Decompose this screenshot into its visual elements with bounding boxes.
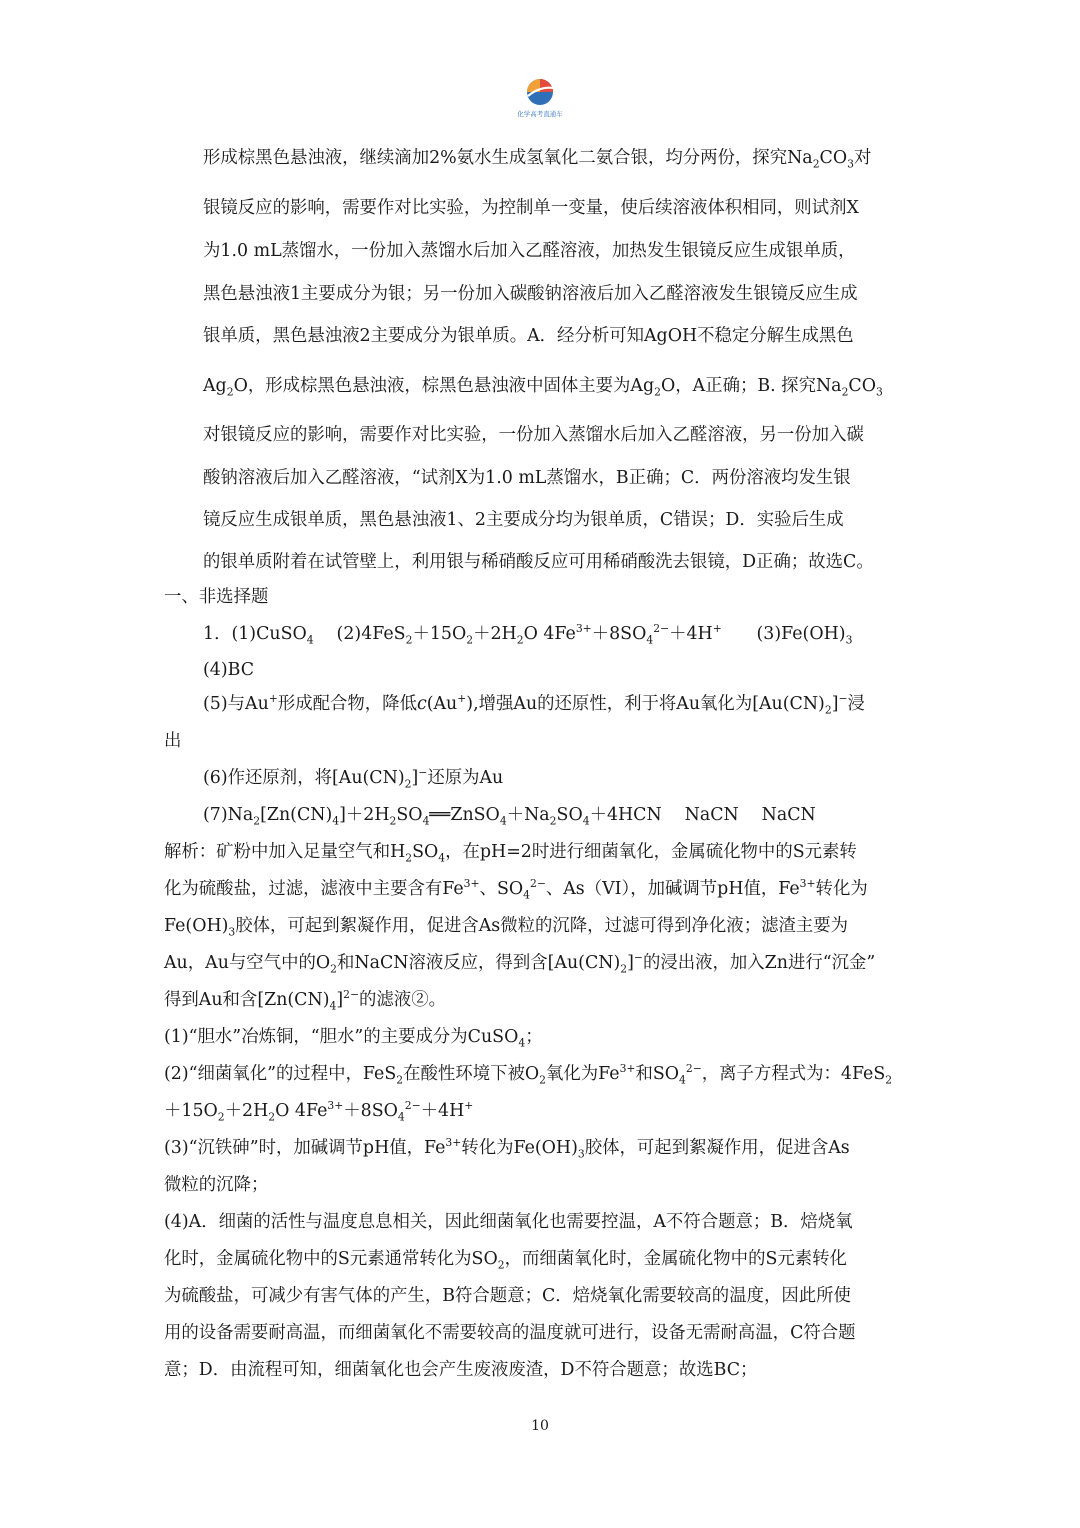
- text-segment: 用的设备需要耐高温，而细菌氧化不需要较高的温度就可进行，设备无需耐高温，C符合题: [164, 1323, 856, 1343]
- text-segment: 胶体，可起到絮凝作用，促进含As微粒的沉降，过滤可得到净化液；滤渣主要为: [235, 916, 849, 936]
- text-segment: 4: [646, 633, 654, 647]
- text-segment: 2: [405, 851, 413, 865]
- text-segment: CO: [819, 148, 848, 168]
- text-segment: 2: [497, 1258, 505, 1272]
- text-segment: (2)“细菌氧化”的过程中，FeS: [164, 1064, 397, 1084]
- text-segment: 2: [396, 1073, 404, 1087]
- text-segment: 黑色悬浊液1主要成分为银；另一份加入碳酸钠溶液后加入乙醛溶液发生银镜反应生成: [203, 284, 858, 304]
- text-segment: 2: [539, 1073, 546, 1087]
- text-segment: 3+: [327, 1099, 344, 1113]
- text-segment: SO: [412, 842, 439, 862]
- text-segment: 1．(1)CuSO: [203, 624, 307, 644]
- text-line: [203, 239, 856, 263]
- text-line: [203, 466, 851, 490]
- text-line: [164, 1284, 851, 1308]
- text-segment: 2: [389, 814, 397, 828]
- text-segment: 的银单质附着在试管壁上，利用银与稀硝酸反应可用稀硝酸洗去银镜，D正确；故选C。: [203, 552, 874, 572]
- text-segment: ＋8SO: [343, 1101, 398, 1121]
- text-segment: ，而细菌氧化时，金属硫化物中的S元素转化: [504, 1249, 847, 1269]
- text-line: [164, 1173, 268, 1197]
- text-line: [164, 1062, 892, 1086]
- text-line: [203, 803, 816, 827]
- text-segment: 化时，金属硫化物中的S元素通常转化为SO: [164, 1249, 498, 1269]
- text-line: [203, 550, 874, 574]
- text-segment: 的浸出液，加入Zn进行“沉金”: [642, 953, 876, 973]
- text-segment: 2−: [343, 988, 360, 1002]
- text-segment: 3: [845, 633, 853, 647]
- text-segment: 3+: [619, 1062, 636, 1076]
- text-segment: (6)作还原剂，将[Au(CN): [203, 768, 405, 788]
- text-segment: 3: [876, 385, 883, 399]
- text-segment: 还原为Au: [427, 768, 504, 788]
- text-segment: 2−: [404, 1099, 421, 1113]
- text-segment: 意；D．由流程可知，细菌氧化也会产生废液废渣，D不符合题意；故选BC；: [164, 1360, 758, 1380]
- text-segment: ＋15O: [164, 1101, 218, 1121]
- text-segment: 2: [330, 962, 337, 976]
- text-segment: −: [838, 692, 848, 706]
- text-segment: O 4Fe: [275, 1101, 328, 1121]
- text-segment: ]: [831, 694, 839, 714]
- text-segment: 2: [253, 814, 261, 828]
- text-segment: (4)A．细菌的活性与温度息息相关，因此细菌氧化也需要控温，A不符合题意；B．焙烧氧: [164, 1212, 853, 1232]
- text-segment: Au，Au与空气中的O: [164, 953, 331, 973]
- text-segment: 一、非选择题: [164, 587, 269, 607]
- text-segment: 形成配合物，降低: [277, 694, 417, 714]
- text-segment: 胶体，可起到絮凝作用，促进含As: [584, 1138, 850, 1158]
- text-segment: −: [418, 766, 428, 780]
- text-line: [203, 692, 865, 716]
- logo: [508, 72, 572, 124]
- text-segment: 浸: [847, 694, 865, 714]
- text-line: [164, 1358, 757, 1382]
- text-segment: ＋Na: [506, 805, 550, 825]
- text-segment: 4: [499, 814, 507, 828]
- text-line: [164, 988, 446, 1012]
- text-segment: +: [457, 692, 467, 706]
- text-segment: 2: [824, 703, 832, 717]
- text-segment: Fe(OH): [164, 916, 229, 936]
- text-segment: 4: [523, 888, 530, 902]
- text-line: [164, 729, 181, 753]
- text-segment: 为硫酸盐，可减少有害气体的产生，B符合题意；C．焙烧氧化需要较高的温度，因此所使: [164, 1286, 851, 1306]
- text-segment: 银单质，黑色悬浊液2主要成分为银单质。A．经分析可知AgOH不稳定分解生成黑色: [203, 326, 854, 346]
- text-line: [164, 877, 868, 901]
- text-segment: 3: [228, 925, 236, 939]
- text-segment: 2−: [653, 622, 670, 636]
- text-segment: (1)“胆水”冶炼铜，“胆水”的主要成分为CuSO: [164, 1027, 519, 1047]
- text-segment: ＋2H: [473, 624, 517, 644]
- text-segment: CO: [848, 376, 876, 396]
- text-segment: 4: [306, 633, 314, 647]
- text-segment: SO: [396, 805, 423, 825]
- text-segment: −: [633, 951, 643, 965]
- text-segment: 3: [847, 157, 854, 171]
- text-segment: 2: [549, 814, 557, 828]
- text-segment: (4)BC: [203, 660, 255, 680]
- text-segment: Ag: [203, 376, 227, 396]
- text-segment: 的滤液②。: [359, 990, 446, 1010]
- text-line: [164, 1247, 847, 1271]
- text-segment: 2: [654, 385, 661, 399]
- text-segment: 对: [853, 148, 872, 168]
- text-line: [164, 914, 848, 938]
- text-segment: ＋4HCN NaCN NaCN: [589, 805, 816, 825]
- text-segment: 转化为: [815, 879, 868, 899]
- text-segment: 得到Au和含[Zn(CN): [164, 990, 330, 1010]
- text-line: [203, 766, 503, 790]
- text-segment: 2: [405, 633, 413, 647]
- text-segment: 4: [422, 814, 430, 828]
- text-segment: ＋2H: [224, 1101, 269, 1121]
- text-line: [164, 1321, 856, 1345]
- text-segment: O，形成棕黑色悬浊液，棕黑色悬浊液中固体主要为Ag: [233, 376, 655, 396]
- text-line: [203, 324, 854, 348]
- text-segment: O 4Fe: [523, 624, 576, 644]
- text-line: [164, 840, 857, 864]
- text-segment: ＋15O: [412, 624, 467, 644]
- text-segment: 4: [329, 999, 337, 1013]
- text-segment: ]: [336, 990, 344, 1010]
- text-segment: 4: [518, 1036, 526, 1050]
- text-line: [164, 951, 875, 975]
- text-segment: 3+: [463, 877, 480, 891]
- text-segment: 为1.0 mL蒸馏水，一份加入蒸馏水后加入乙醛溶液，加热发生银镜反应生成银单质，: [203, 241, 856, 261]
- text-segment: SO: [556, 805, 583, 825]
- text-segment: 和NaCN溶液反应，得到含[Au(CN): [336, 953, 621, 973]
- text-segment: 镜反应生成银单质，黑色悬浊液1、2主要成分均为银单质，C错误；D．实验后生成: [203, 510, 844, 530]
- text-segment: 化为硫酸盐，过滤，滤液中主要含有Fe: [164, 879, 464, 899]
- text-segment: 形成棕黑色悬浊液，继续滴加2%氨水生成氢氧化二氨合银，均分两份，探究Na: [203, 148, 813, 168]
- text-segment: 2: [404, 777, 412, 791]
- text-segment: 3+: [445, 1136, 462, 1150]
- text-segment: 转化为Fe(OH): [461, 1138, 578, 1158]
- text-line: [164, 585, 268, 609]
- text-segment: [Zn(CN): [260, 805, 333, 825]
- text-line: [164, 1099, 473, 1123]
- text-segment: ]＋2H: [339, 805, 390, 825]
- text-segment: 2: [268, 1110, 276, 1124]
- text-line: [203, 508, 844, 532]
- text-segment: 出: [164, 731, 182, 751]
- text-segment: (2)4FeS: [313, 624, 406, 644]
- text-line: [203, 423, 864, 447]
- text-segment: 4: [582, 814, 590, 828]
- text-line: [203, 282, 858, 306]
- text-line: [164, 1136, 850, 1160]
- text-segment: 、As（VI），加碱调节pH值，Fe: [545, 879, 800, 899]
- text-segment: ]: [411, 768, 419, 788]
- text-line: [164, 1025, 543, 1049]
- text-segment: +: [712, 622, 722, 636]
- text-segment: ),增强Au的还原性，利于将Au氧化为[Au(CN): [466, 694, 825, 714]
- text-segment: 在酸性环境下被O: [403, 1064, 540, 1084]
- text-segment: 2−: [685, 1062, 702, 1076]
- text-segment: 2: [841, 385, 849, 399]
- text-segment: (Au: [426, 694, 458, 714]
- text-segment: 银镜反应的影响，需要作对比实验，为控制单一变量，使后续溶液体积相同，则试剂X: [203, 198, 859, 218]
- text-line: [164, 1210, 853, 1234]
- text-segment: 2: [885, 1073, 893, 1087]
- text-segment: ]: [627, 953, 634, 973]
- page-number: 10: [531, 1418, 549, 1434]
- text-segment: 4: [679, 1073, 686, 1087]
- text-segment: 2: [226, 385, 234, 399]
- text-segment: ＋8SO: [591, 624, 647, 644]
- text-segment: 4: [332, 814, 340, 828]
- text-segment: 2: [516, 633, 524, 647]
- logo-caption: 化学高考直通车: [517, 110, 563, 118]
- text-segment: (3)“沉铁砷”时，加碱调节pH值，Fe: [164, 1138, 446, 1158]
- text-segment: ＋4H: [669, 624, 713, 644]
- text-segment: (3)Fe(OH): [721, 624, 846, 644]
- text-segment: ══ZnSO: [429, 805, 500, 825]
- text-segment: 2: [620, 962, 628, 976]
- text-line: [203, 374, 883, 398]
- text-segment: ；: [525, 1027, 543, 1047]
- text-segment: ，在pH=2时进行细菌氧化，金属硫化物中的S元素转: [445, 842, 857, 862]
- text-segment: 对银镜反应的影响，需要作对比实验，一份加入蒸馏水后加入乙醛溶液，另一份加入碳: [203, 425, 864, 445]
- text-segment: 2: [812, 157, 820, 171]
- text-segment: O，A正确；B. 探究Na: [660, 376, 842, 396]
- text-segment: 2−: [529, 877, 546, 891]
- text-line: [203, 146, 871, 170]
- text-line: [203, 196, 859, 220]
- text-segment: +: [268, 692, 278, 706]
- text-segment: 解析：矿粉中加入足量空气和H: [164, 842, 406, 862]
- text-segment: 微粒的沉降；: [164, 1175, 269, 1195]
- text-segment: 4: [397, 1110, 405, 1124]
- text-segment: 4: [438, 851, 446, 865]
- text-segment: 氧化为Fe: [545, 1064, 620, 1084]
- text-segment: 2: [466, 633, 474, 647]
- text-segment: 3: [577, 1147, 585, 1161]
- text-segment: ＋4H: [420, 1101, 465, 1121]
- text-segment: 3+: [799, 877, 816, 891]
- text-line: [203, 658, 254, 682]
- text-segment: 3+: [575, 622, 592, 636]
- text-segment: 酸钠溶液后加入乙醛溶液，“试剂X为1.0 mL蒸馏水，B正确；C．两份溶液均发生银: [203, 468, 851, 488]
- text-segment: 、SO: [479, 879, 524, 899]
- text-segment: (5)与Au: [203, 694, 269, 714]
- text-segment: ，离子方程式为：4FeS: [701, 1064, 886, 1084]
- text-segment: (7)Na: [203, 805, 254, 825]
- text-segment: +: [464, 1099, 474, 1113]
- text-segment: c: [416, 694, 427, 714]
- text-segment: 2: [217, 1110, 225, 1124]
- text-segment: 和SO: [635, 1064, 680, 1084]
- text-line: [203, 622, 852, 646]
